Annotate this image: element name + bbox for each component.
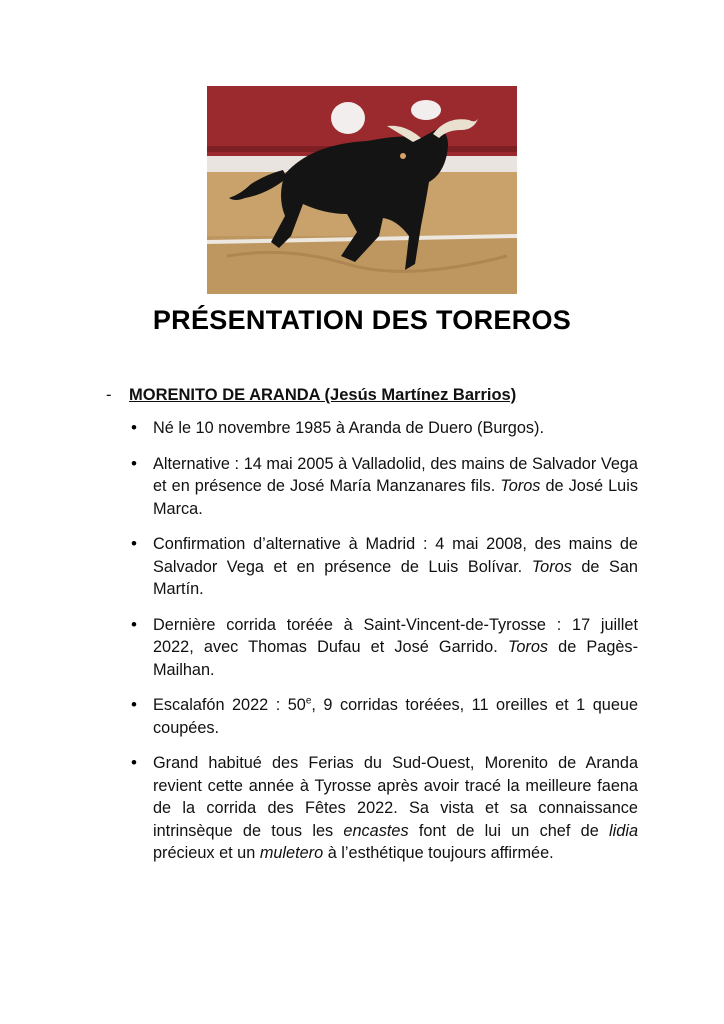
- item-text: Dernière corrida toréée à Saint-Vincent-de-Tyrosse : 17 juillet 2022, avec Thomas Dufau et José Garrido.: [153, 615, 638, 656]
- item-text: Grand habitué des Ferias du Sud-Ouest, Morenito de Aranda revient cette année à Tyrosse après avoir tracé la meilleure faena de la corrida des Fêtes 2022. Sa vista et sa connaissance intrinsèque de tous les: [153, 754, 638, 840]
- item-superscript: e: [305, 695, 312, 707]
- item-italic: Toros: [531, 557, 572, 576]
- item-text: , 9 corridas toréées, 11 oreilles et 1 queue coupées.: [153, 696, 638, 737]
- list-dash: -: [106, 386, 112, 404]
- item-text: Confirmation d’alternative à Madrid : 4 mai 2008, des mains de Salvador Vega et en présence de Luis Bolívar.: [153, 535, 638, 576]
- item-italic: Toros: [507, 638, 549, 656]
- item-italic: Toros: [500, 477, 541, 495]
- list-item-escalafon: [130, 694, 638, 739]
- item-text: de José Luis Marca.: [153, 477, 638, 518]
- list-item-description: [130, 752, 638, 865]
- item-text: à l’esthétique toujours affirmée.: [323, 844, 554, 862]
- torero-section: [106, 386, 646, 878]
- item-italic: encastes: [343, 821, 409, 840]
- page-title: PRÉSENTATION DES TOREROS: [152, 305, 572, 335]
- item-text: Alternative : 14 mai 2005 à Valladolid, des mains de Salvador Vega et en présence de José María Manzanares fils.: [153, 454, 638, 495]
- item-text: de Pagès-Mailhan.: [153, 638, 638, 679]
- item-text: font de lui un chef de: [408, 821, 610, 840]
- item-text: de San Martín.: [153, 557, 638, 598]
- list-item-last-corrida: [130, 614, 638, 682]
- torero-facts-list: [106, 417, 646, 865]
- bull-photo-illustration: [207, 86, 517, 294]
- list-item-birth: [130, 417, 638, 440]
- item-text: Escalafón 2022 : 50: [153, 696, 306, 714]
- list-item-confirmation: [130, 533, 638, 601]
- torero-heading-row: [106, 386, 646, 405]
- bull-photo: [207, 86, 517, 294]
- item-text: Né le 10 novembre 1985 à Aranda de Duero (Burgos).: [153, 419, 544, 437]
- item-italic: lidia: [609, 821, 638, 840]
- item-text: précieux et un: [153, 844, 260, 862]
- list-item-alternative: [130, 453, 638, 521]
- item-italic: muletero: [259, 844, 324, 862]
- torero-name-heading: MORENITO DE ARANDA (Jesús Martínez Barrios): [129, 386, 517, 404]
